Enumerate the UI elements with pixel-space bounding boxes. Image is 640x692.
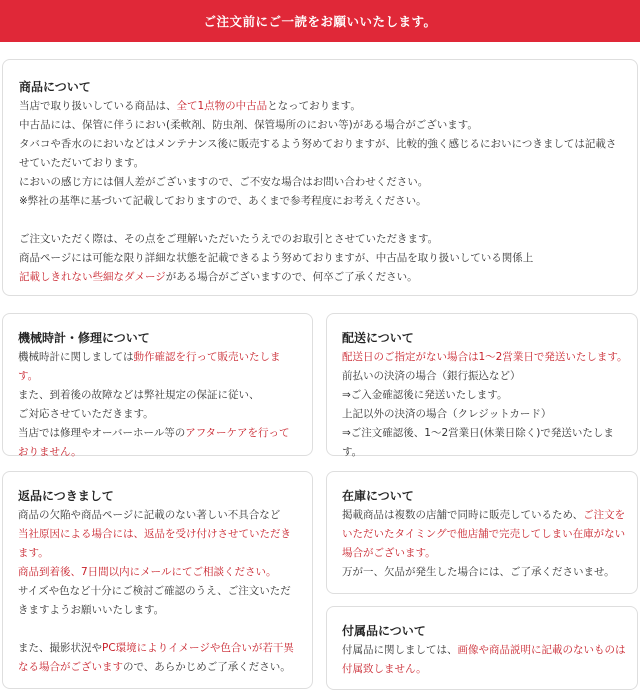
returns-section [2, 471, 313, 689]
watch-section [2, 313, 313, 456]
shipping-line-4: 上記以外の決済の場合（クレジットカード） [342, 408, 552, 420]
watch-line-1: 機械時計に関しましては動作確認を行って販売いたします。 [18, 351, 281, 382]
product-title: 商品について [19, 80, 91, 94]
watch-line-2: また、到着後の故障などは弊社規定の保証に従い、 [18, 389, 260, 401]
shipping-line-3: ⇒ご入金確認後に発送いたします。 [342, 389, 508, 401]
shipping-line-1: 配送日のご指定がない場合は1〜2営業日で発送いたします。 [342, 351, 628, 363]
watch-line-3: ご対応させていただきます。 [18, 408, 154, 420]
watch-title: 機械時計・修理について [18, 331, 150, 345]
returns-title: 返品につきまして [18, 489, 114, 503]
product-line-1: 当店で取り扱いしている商品は、全て1点物の中古品となっております。 [19, 100, 361, 112]
product-line-6: ご注文いただく際は、その点をご理解いただいたうえでのお取引とさせていただきます。 [19, 233, 439, 245]
returns-line-5: また、撮影状況やPC環境によりイメージや色合いが若干異なる場合がございますので、あらかじめご了承ください。 [18, 642, 294, 673]
returns-line-2: 当社原因による場合には、返品を受け付けさせていただきます。 [18, 528, 291, 559]
product-line-7: 商品ページには可能な限り詳細な状態を記載できるよう努めておりますが、中古品を取り扱いしている関係上 [19, 252, 534, 264]
accessories-section [326, 606, 638, 690]
product-line-8: 記載しきれない些細なダメージがある場合がございますので、何卒ご了承ください。 [19, 271, 418, 283]
banner-text: ご注文前にご一読をお願いいたします。 [203, 13, 437, 29]
returns-line-1: 商品の欠陥や商品ページに記載のない著しい不具合など [18, 509, 281, 521]
stock-line-2: 万が一、欠品が発生した場合には、ご了承くださいませ。 [342, 566, 615, 578]
stock-section [326, 471, 638, 594]
product-line-4: においの感じ方には個人差がございますので、ご不安な場合はお問い合わせください。 [19, 176, 429, 188]
returns-line-4: サイズや色など十分にご検討ご確認のうえ、ご注文いただきますようお願いいたします。 [18, 585, 291, 616]
accessories-title: 付属品について [342, 624, 426, 638]
shipping-title: 配送について [342, 331, 414, 345]
returns-line-3: 商品到着後、7日間以内にメールにてご相談ください。 [18, 566, 277, 578]
stock-line-1: 掲載商品は複数の店舗で同時に販売しているため、ご注文をいただいたタイミングで他店舗で完売してしまい在庫がない場合がございます。 [342, 509, 626, 559]
shipping-line-2: 前払いの決済の場合（銀行振込など） [342, 370, 521, 382]
stock-title: 在庫について [342, 489, 414, 503]
product-line-5: ※弊社の基準に基づいて記載しておりますので、あくまで参考程度にお考えください。 [19, 195, 427, 207]
product-line-3: タバコや香水のにおいなどはメンテナンス後に販売するよう努めておりますが、比較的強く感じるにおいにつきましては記載させていただいております。 [19, 138, 617, 169]
accessories-line-1: 付属品に関しましては、画像や商品説明に記載のないものは付属致しません。 [342, 644, 626, 675]
shipping-section [326, 313, 638, 456]
notice-banner [0, 0, 640, 42]
watch-line-4: 当店では修理やオーバーホール等のアフターケアを行っておりません。 [18, 427, 290, 458]
product-section [2, 59, 638, 296]
shipping-line-5: ⇒ご注文確認後、1〜2営業日(休業日除く)で発送いたします。 [342, 427, 614, 458]
product-line-2: 中古品には、保管に伴うにおい(柔軟剤、防虫剤、保管場所のにおい等)がある場合がございます。 [19, 119, 478, 131]
